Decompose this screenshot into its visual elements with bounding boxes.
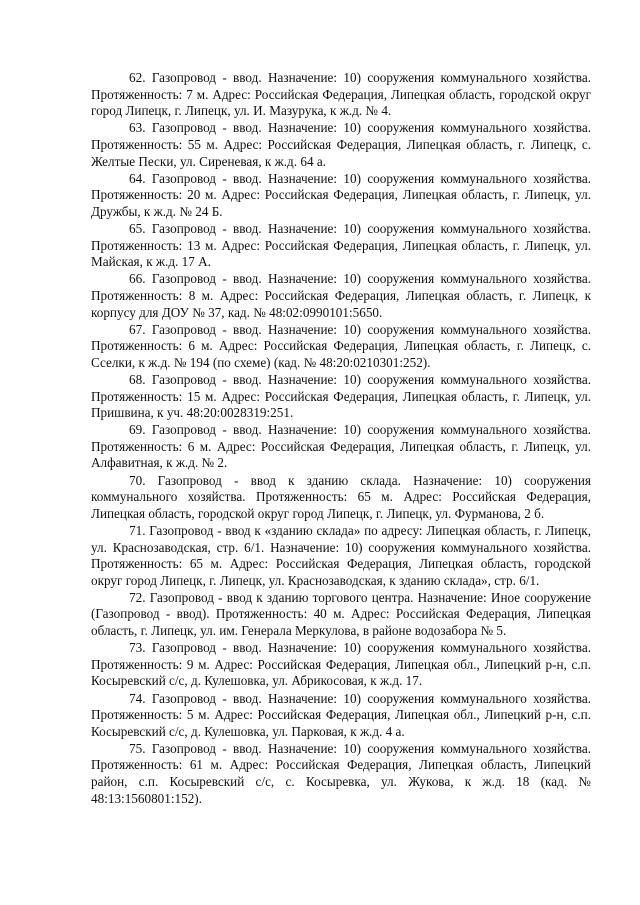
list-item: 66. Газопровод - ввод. Назначение: 10) сооружения коммунального хозяйства. Протяженность: 8 м. Адрес: Российская Федерация, Липецкая область, г. Липецк, к корпусу для ДОУ № 37, кад. № 48:02:0990101:5650. [91, 271, 591, 320]
list-item: 64. Газопровод - ввод. Назначение: 10) сооружения коммунального хозяйства. Протяженность: 20 м. Адрес: Российская Федерация, Липецкая область, г. Липецк, ул. Дружбы, к ж.д. № 24 Б. [91, 170, 591, 219]
list-item: 69. Газопровод - ввод. Назначение: 10) сооружения коммунального хозяйства. Протяженность: 6 м. Адрес: Российская Федерация, Липецкая область, г. Липецк, ул. Алфавитная, к ж.д. № 2. [91, 422, 591, 471]
list-item: 63. Газопровод - ввод. Назначение: 10) сооружения коммунального хозяйства. Протяженность: 55 м. Адрес: Российская Федерация, Липецкая область, г. Липецк, с. Желтые Пески, ул. Сиреневая, к ж.д. 64 а. [91, 120, 591, 169]
list-item: 73. Газопровод - ввод. Назначение: 10) сооружения коммунального хозяйства. Протяженность: 9 м. Адрес: Российская Федерация, Липецкая обл., Липецкий р-н, с.п. Косыревский с/с, д. Кулешовка, ул. Абрикосовая, к ж.д. 17. [91, 640, 591, 689]
list-item: 70. Газопровод - ввод к зданию склада. Назначение: 10) сооружения коммунального хозяйства. Протяженность: 65 м. Адрес: Российская Федерация, Липецкая область, городской округ город Липецк, г. Липецк, ул. Фурманова, 2 б. [91, 472, 591, 521]
list-item: 75. Газопровод - ввод. Назначение: 10) сооружения коммунального хозяйства. Протяженность: 61 м. Адрес: Российская Федерация, Липецкая область, Липецкий район, с.п. Косыревский с/с, с. Косыревка, ул. Жукова, к ж.д. 18 (кад. № 48:13:1560801:152). [91, 740, 591, 806]
list-item: 67. Газопровод - ввод. Назначение: 10) сооружения коммунального хозяйства. Протяженность: 6 м. Адрес: Российская Федерация, Липецкая область, г. Липецк, с. Сселки, к ж.д. № 194 (по схеме) (кад. № 48:20:0210301:252). [91, 321, 591, 370]
list-item: 74. Газопровод - ввод. Назначение: 10) сооружения коммунального хозяйства. Протяженность: 5 м. Адрес: Российская Федерация, Липецкая обл., Липецкий р-н, с.п. Косыревский с/с, д. Кулешовка, ул. Парковая, к ж.д. 4 а. [91, 690, 591, 739]
list-item: 65. Газопровод - ввод. Назначение: 10) сооружения коммунального хозяйства. Протяженность: 13 м. Адрес: Российская Федерация, Липецкая область, г. Липецк, ул. Майская, к ж.д. 17 А. [91, 220, 591, 270]
list-item: 71. Газопровод - ввод к «зданию склада» по адресу: Липецкая область, г. Липецк, ул. Краснозаводская, стр. 6/1. Назначение: 10) сооружения коммунального хозяйства. Протяженность: 65 м. Адрес: Российская Федерация, Липецкая область, городской округ город Липецк, г. Липецк, ул. Краснозаводская, к зданию склада», стр. 6/1. [91, 522, 591, 588]
list-item: 62. Газопровод - ввод. Назначение: 10) сооружения коммунального хозяйства. Протяженность: 7 м. Адрес: Российская Федерация, Липецкая область, городской округ город Липецк, г. Липецк, ул. И. Мазурука, к ж.д. № 4. [91, 70, 591, 119]
list-item: 68. Газопровод - ввод. Назначение: 10) сооружения коммунального хозяйства. Протяженность: 15 м. Адрес: Российская Федерация, Липецкая область, г. Липецк, ул. Пришвина, к уч. 48:20:0028319:251. [91, 371, 591, 421]
document-body [91, 70, 591, 808]
list-item: 72. Газопровод - ввод к зданию торгового центра. Назначение: Иное сооружение (Газопровод - ввод). Протяженность: 40 м. Адрес: Российская Федерация, Липецкая область, г. Липецк, ул. им. Генерала Меркулова, в районе водозабора № 5. [91, 589, 591, 639]
